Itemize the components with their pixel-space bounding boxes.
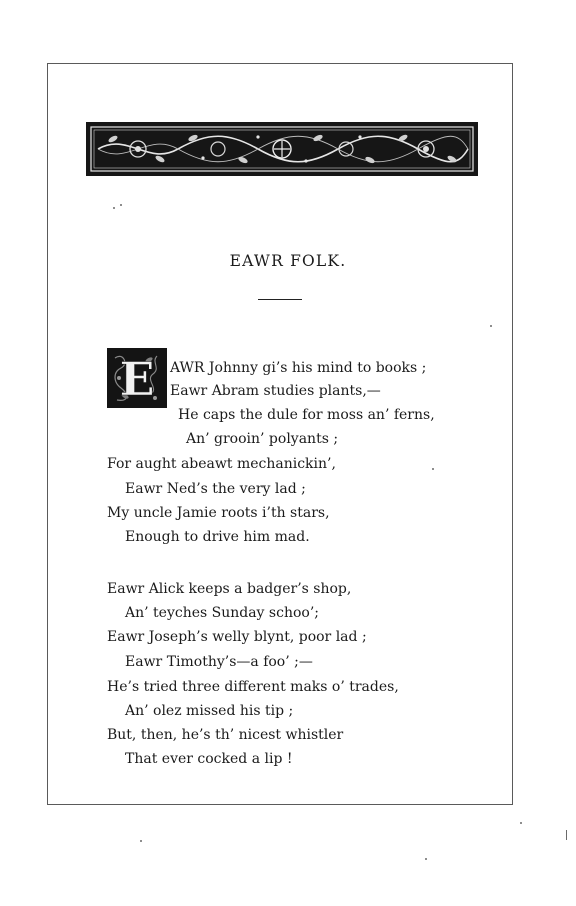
headpiece-ornament (86, 122, 478, 176)
scan-speck (113, 207, 115, 209)
poem-line: My uncle Jamie roots i’th stars, (107, 505, 330, 521)
poem-line: An’ teyches Sunday schoo’; (125, 605, 319, 621)
scan-speck (520, 822, 522, 824)
poem-line: An’ olez missed his tip ; (125, 703, 294, 719)
poem-line: For aught abeawt mechanickin’, (107, 456, 336, 472)
poem-line: Enough to drive him mad. (125, 529, 310, 545)
scan-speck (140, 840, 142, 842)
title-rule (258, 299, 302, 300)
scan-speck (120, 204, 122, 206)
poem-line: He caps the dule for moss an’ ferns, (178, 407, 435, 423)
poem-line: An’ grooin’ polyants ; (186, 431, 339, 447)
poem-line: Eawr Joseph’s welly blynt, poor lad ; (107, 629, 367, 645)
drop-cap-letter: E (119, 352, 155, 406)
drop-cap-ornament-icon (107, 348, 167, 408)
poem-line: That ever cocked a lip ! (125, 751, 293, 767)
scan-speck (490, 325, 492, 327)
drop-cap (107, 348, 167, 408)
poem-title: EAWR FOLK. (229, 252, 347, 270)
poem-line: Eawr Ned’s the very lad ; (125, 481, 306, 497)
scan-speck (432, 468, 434, 470)
poem-line: Eawr Alick keeps a badger’s shop, (107, 581, 352, 597)
floral-ornament-icon (88, 124, 476, 174)
poem-line: Eawr Abram studies plants,— (170, 383, 381, 399)
poem-line: Eawr Timothy’s—a foo’ ;— (125, 654, 313, 670)
poem-line: But, then, he’s th’ nicest whistler (107, 727, 344, 743)
scan-speck (425, 858, 427, 860)
poem-line: He’s tried three different maks o’ trades, (107, 679, 399, 695)
scan-speck (566, 830, 567, 840)
poem-line: AWR Johnny gi’s his mind to books ; (170, 360, 427, 376)
